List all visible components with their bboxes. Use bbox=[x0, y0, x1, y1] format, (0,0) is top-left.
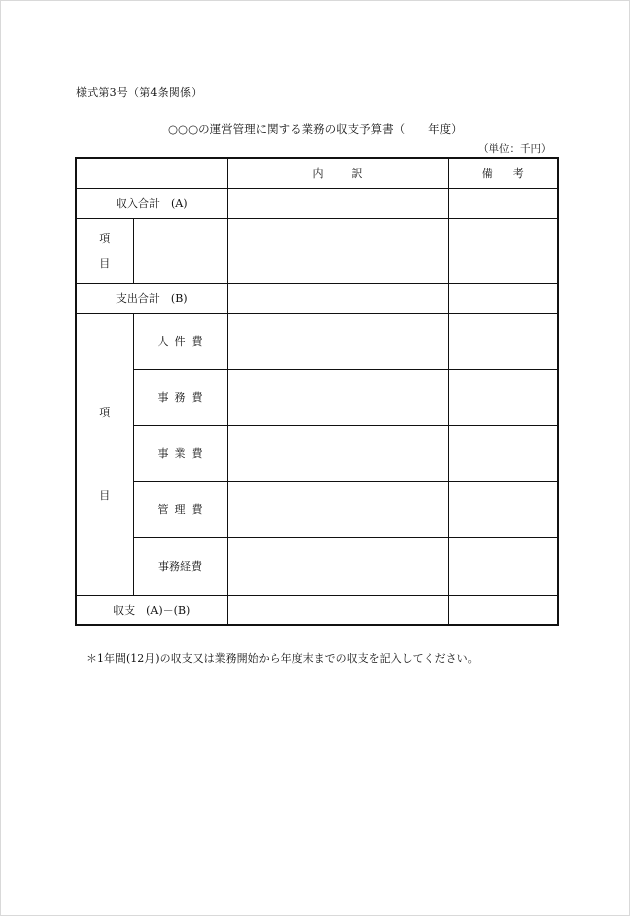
document-title: ○○○の運営管理に関する業務の収支予算書（ 年度） bbox=[168, 122, 463, 136]
expense-management-remarks-cell[interactable] bbox=[448, 481, 558, 537]
expense-office-expense-remarks-cell[interactable] bbox=[448, 537, 558, 595]
income-items-row bbox=[76, 218, 558, 283]
header-breakdown-cell bbox=[227, 158, 448, 188]
income-item-name-cell[interactable] bbox=[133, 218, 227, 283]
expense-item-row bbox=[76, 481, 558, 537]
header-breakdown: 内訳 bbox=[312, 167, 391, 181]
header-blank-cell bbox=[76, 158, 227, 188]
expense-total-label: 支出合計 (B) bbox=[76, 283, 227, 313]
footnote: ＊1年間(12月)の収支又は業務開始から年度末までの収支を記入してください。 bbox=[86, 652, 479, 665]
expense-project-breakdown-cell[interactable] bbox=[227, 425, 448, 481]
balance-row bbox=[76, 595, 558, 625]
expense-item-office bbox=[133, 369, 227, 425]
income-item-label bbox=[76, 218, 133, 283]
income-item-label-top: 項 bbox=[99, 231, 111, 245]
expense-item-management-label: 管理費 bbox=[157, 503, 209, 516]
income-total-remarks-cell[interactable] bbox=[448, 188, 558, 218]
expense-item-personnel bbox=[133, 313, 227, 369]
expense-item-row bbox=[76, 425, 558, 481]
form-number: 様式第3号（第4条関係） bbox=[76, 86, 203, 99]
expense-project-remarks-cell[interactable] bbox=[448, 425, 558, 481]
expense-total-remarks-cell[interactable] bbox=[448, 283, 558, 313]
expense-total-breakdown-cell[interactable] bbox=[227, 283, 448, 313]
income-total-row bbox=[76, 188, 558, 218]
expense-item-label-bottom: 目 bbox=[99, 489, 111, 502]
expense-personnel-remarks-cell[interactable] bbox=[448, 313, 558, 369]
expense-management-breakdown-cell[interactable] bbox=[227, 481, 448, 537]
expense-item-personnel-label: 人件費 bbox=[157, 335, 209, 348]
expense-item-project bbox=[133, 425, 227, 481]
header-row bbox=[76, 158, 558, 188]
expense-item-office-expense-label: 事務経費 bbox=[158, 560, 202, 573]
expense-office-expense-breakdown-cell[interactable] bbox=[227, 537, 448, 595]
expense-office-remarks-cell[interactable] bbox=[448, 369, 558, 425]
income-total-breakdown-cell[interactable] bbox=[227, 188, 448, 218]
expense-personnel-breakdown-cell[interactable] bbox=[227, 313, 448, 369]
expense-item-row bbox=[76, 537, 558, 595]
header-remarks: 備考 bbox=[481, 167, 544, 181]
income-item-label-bottom: 目 bbox=[99, 256, 111, 270]
income-total-label: 収入合計 (A) bbox=[76, 188, 227, 218]
income-item-remarks-cell[interactable] bbox=[448, 218, 558, 283]
expense-item-office-label: 事務費 bbox=[157, 391, 209, 404]
balance-remarks-cell[interactable] bbox=[448, 595, 558, 625]
expense-total-row bbox=[76, 283, 558, 313]
expense-item-project-label: 事業費 bbox=[157, 447, 209, 460]
expense-item-label bbox=[76, 313, 133, 595]
unit-note: （単位：千円） bbox=[478, 143, 552, 155]
balance-breakdown-cell[interactable] bbox=[227, 595, 448, 625]
expense-item-office-expense bbox=[133, 537, 227, 595]
budget-table bbox=[75, 157, 559, 626]
income-item-breakdown-cell[interactable] bbox=[227, 218, 448, 283]
expense-item-row bbox=[76, 313, 558, 369]
expense-office-breakdown-cell[interactable] bbox=[227, 369, 448, 425]
expense-item-label-top: 項 bbox=[99, 406, 111, 419]
balance-label: 収支 (A)－(B) bbox=[76, 595, 227, 625]
expense-item-management bbox=[133, 481, 227, 537]
header-remarks-cell bbox=[448, 158, 558, 188]
expense-item-row bbox=[76, 369, 558, 425]
